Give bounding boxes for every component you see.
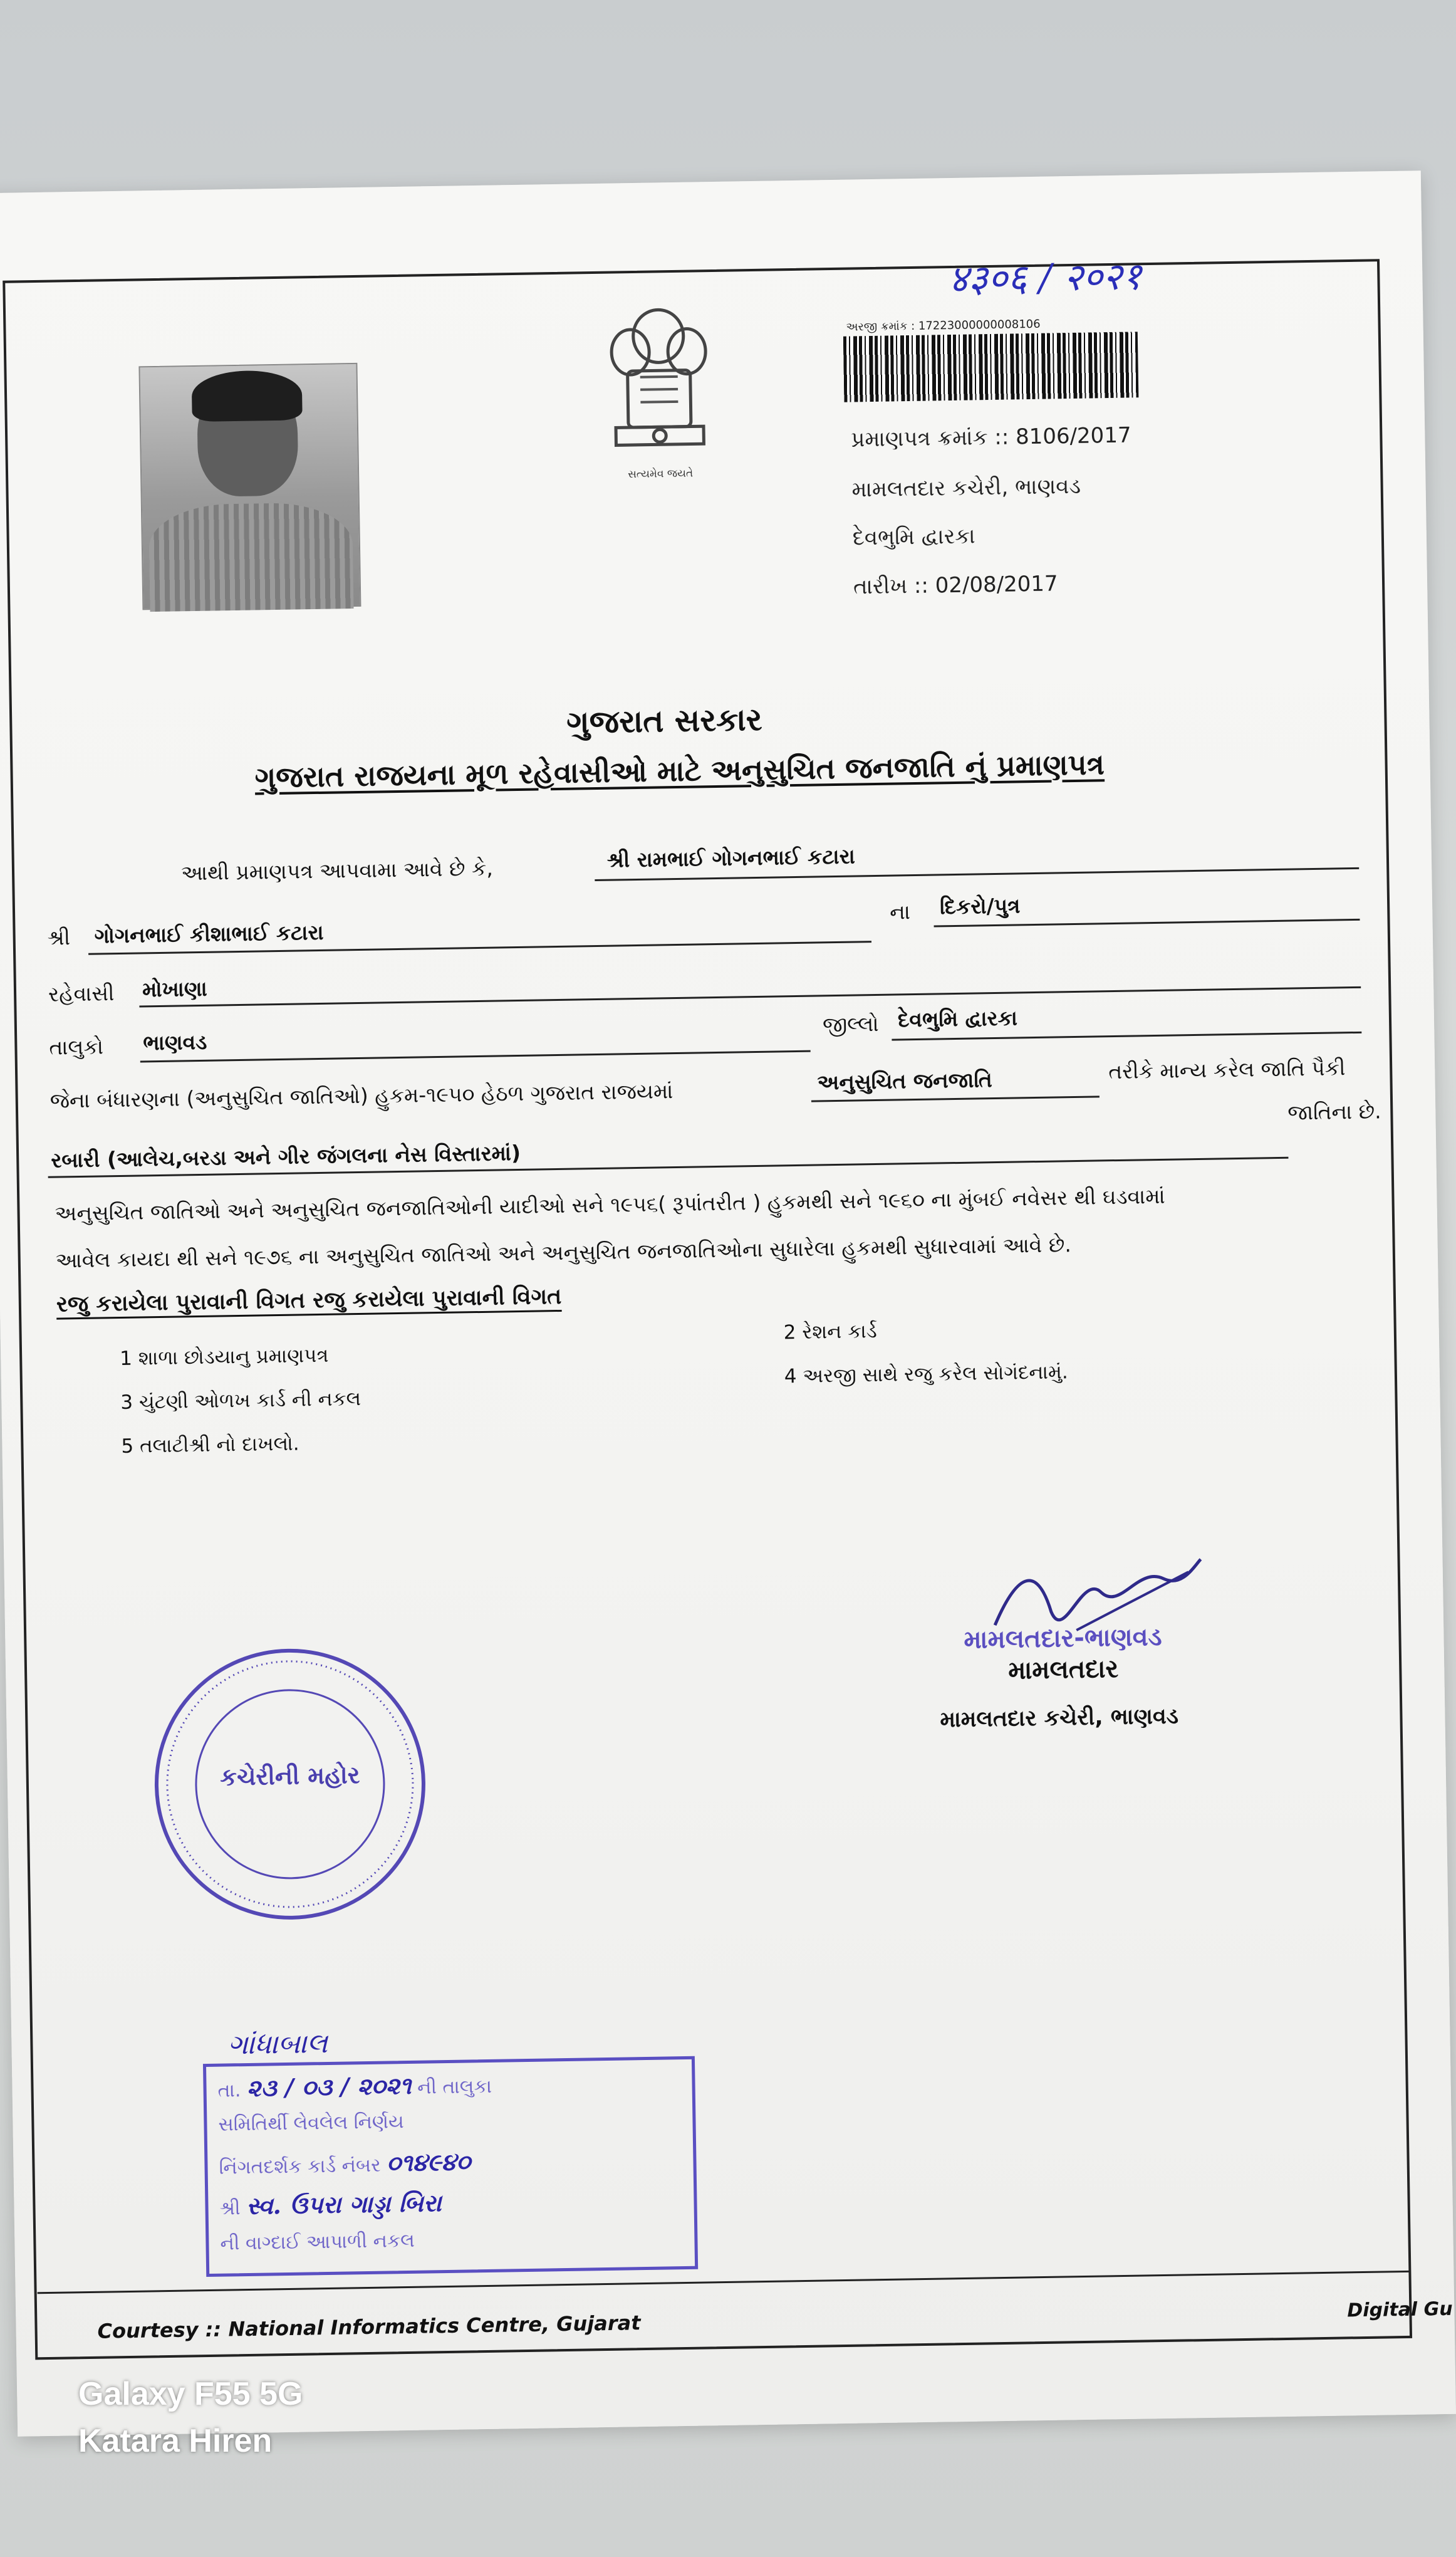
category-value: અનુસુચિત જનજાતિ — [817, 1067, 993, 1095]
camera-owner-watermark: Katara Hiren — [78, 2423, 273, 2459]
relation: દિકરો/પુત્ર — [939, 893, 1021, 919]
verification-stamp — [203, 2056, 698, 2277]
stamp-heading: ગાંધાબાલ — [227, 2027, 328, 2061]
district-value: દેવભુમિ દ્વારકા — [897, 1005, 1018, 1032]
paragraph-line-2: આવેલ કાયદા થી સને ૧૯૭૬ ના અનુસુચિત જાતિઓ અને અનુસુચિત જનજાતિઓના સુધારેલા હુકમથી સુધારવામાં આવે છે. — [55, 1232, 1072, 1273]
document-item: 4 અરજી સાથે રજુ કરેલ સોગંદનામું. — [784, 1361, 1069, 1388]
document-item: 5 તલાટીશ્રી નો દાખલો. — [121, 1432, 299, 1458]
camera-model-watermark: Galaxy F55 5G — [78, 2376, 303, 2412]
recognized-text: તરીકે માન્ય કરેલ જાતિ પૈકી — [1108, 1055, 1346, 1084]
stamp-date: ૨૩ / ૦૩ / ૨૦૨૧ — [246, 2071, 412, 2102]
government-title: ગુજરાત સરકાર — [566, 701, 762, 741]
stamp-line-5: ની વાગ્દાઈ આપાળી નકલ — [220, 2229, 415, 2255]
stamp-line-2: સમિતિર્થી લેવલેલ નિર્ણય — [218, 2111, 404, 2136]
stamp-card-number: ૦૧૪૯૪૦ — [386, 2147, 471, 2177]
order-text: જેના બંધારણના (અનુસુચિત જાતિઓ) હુકમ-૧૯૫૦ હેઠળ ગુજરાત રાજયમાં — [49, 1079, 673, 1113]
father-name: ગોગનભાઈ કીશાભાઈ કટારા — [94, 919, 324, 948]
officer-stamp: મામલતદાર-ભાણવડ — [964, 1622, 1162, 1655]
stamp-person: સ્વ. ઉપરા ગાડ્ડા બિરા — [246, 2188, 442, 2220]
stamp-card-label: નિંગતદર્શક કાર્ડ નંબર — [219, 2154, 381, 2179]
caste-value: રબારી (આલેચ,બરડા અને ગીર જંગલના નેસ વિસ્તારમાં) — [50, 1140, 521, 1173]
document-item: 2 રેશન કાર્ડ — [783, 1320, 877, 1344]
holder-name: શ્રી રામભાઈ ગોગનભાઈ કટારા — [606, 844, 856, 872]
intro-label: આથી પ્રમાણપત્ર આપવામા આવે છે કે, — [180, 855, 494, 886]
district-label: જીલ્લો — [822, 1011, 879, 1037]
application-number: અરજી ક્રમાંક : 17223000000008106 — [846, 317, 1041, 334]
na-label: ના — [889, 899, 911, 924]
applicant-photo — [138, 363, 361, 610]
emblem-caption: સત્યમેવ જયતે — [627, 467, 694, 481]
courtesy-footer: Courtesy :: National Informatics Centre, Gujarat — [97, 2311, 641, 2343]
documents-heading: રજુ કરાયેલા પુરાવાની વિગત રજુ કરાયેલા પુરાવાની વિગત — [56, 1284, 562, 1317]
office-seal — [153, 1646, 428, 1922]
handwritten-number: ४३०६ / २०२१ — [948, 254, 1142, 302]
stamp-date-label: તા. — [217, 2079, 241, 2102]
certificate-number: પ્રમાણપત્ર ક્રમાંક :: 8106/2017 — [851, 422, 1131, 452]
shri-label: શ્રી — [47, 925, 71, 950]
document-item: 1 શાળા છોડયાનુ પ્રમાણપત્ર — [119, 1344, 329, 1371]
officer-title: મામલતદાર — [1007, 1655, 1119, 1685]
resident-village: મોખાણા — [142, 976, 207, 1002]
caste-suffix: જાતિના છે. — [1287, 1099, 1381, 1125]
resident-label: રહેવાસી — [48, 981, 115, 1007]
certificate-paper — [0, 170, 1456, 2437]
document-item: 3 ચુંટણી ઓળખ કાર્ડ ની નકલ — [120, 1388, 361, 1414]
office-district: દેવભુમિ દ્વારકા — [852, 523, 975, 551]
taluka-label: તાલુકો — [49, 1034, 104, 1060]
digital-gujarat-label: Digital Gu — [1347, 2298, 1453, 2322]
state-emblem-icon — [595, 301, 723, 472]
certificate-title: ગુજરાત રાજયના મૂળ રહેવાસીઓ માટે અનુસુચિત જનજાતિ નું પ્રમાણપત્ર — [254, 747, 1105, 795]
barcode — [843, 332, 1139, 402]
stamp-shri-label: શ્રી — [219, 2197, 241, 2220]
stamp-date-suffix: ની તાલુકા — [417, 2075, 492, 2099]
taluka-value: ભાણવડ — [143, 1029, 207, 1055]
paragraph-line-1: અનુસુચિત જાતિઓ અને અનુસુચિત જનજાતિઓની યાદીઓ સને ૧૯૫૬( રૂપાંતરીત ) હુકમથી સને ૧૯૬૦ ના મુંબઈ નવેસર થી ઘડવામાં — [55, 1183, 1165, 1226]
issue-date: તારીખ :: 02/08/2017 — [853, 571, 1058, 600]
seal-label: કચેરીની મહોર — [219, 1761, 360, 1791]
officer-office: મામલતદાર કચેરી, ભાણવડ — [940, 1703, 1179, 1733]
office-name: મામલતદાર કચેરી, ભાણવડ — [851, 473, 1081, 503]
